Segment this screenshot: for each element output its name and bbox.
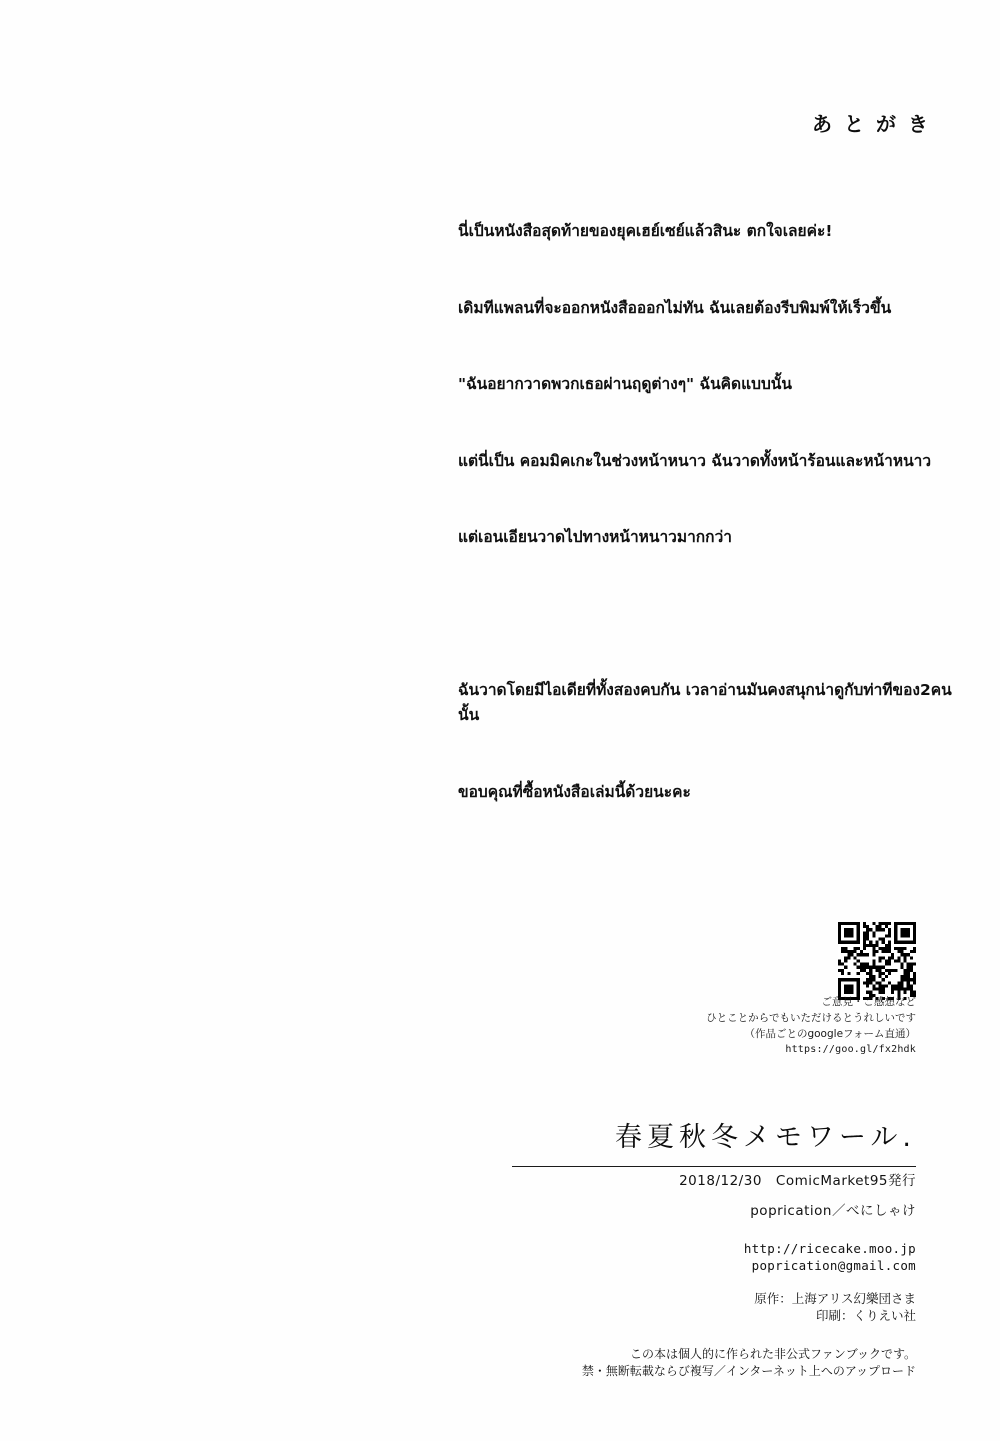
- colophon-circle-name: poprication／べにしゃけ: [750, 1203, 916, 1219]
- afterword-heading: あとがき: [812, 112, 940, 136]
- afterword-line: แต่เอนเอียนวาดไปทางหน้าหนาวมากกว่า: [458, 528, 732, 546]
- qr-caption: [480, 994, 916, 1058]
- qr-code-icon: [838, 922, 916, 1000]
- afterword-line: ฉันวาดโดยมีไอเดียที่ทั้งสองคบกัน เวลาอ่านมันคงสนุกน่าดูกับท่าทีของ2คนนั้น: [458, 680, 952, 724]
- afterword-line: "ฉันอยากวาดพวกเธอผ่านฤดูต่างๆ" ฉันคิดแบบนั้น: [458, 375, 792, 393]
- qr-caption-url[interactable]: https://goo.gl/fx2hdk: [785, 1044, 916, 1055]
- qr-code-canvas: [838, 922, 916, 1000]
- afterword-line: แต่นี่เป็น คอมมิคเกะในช่วงหน้าหนาว ฉันวาดทั้งหน้าร้อนและหน้าหนาว: [458, 451, 932, 470]
- colophon-notice: 禁・無断転載ならび複写／インターネット上へのアップロード: [581, 1364, 916, 1378]
- colophon-original-work: 原作：上海アリス幻樂団さま: [754, 1291, 916, 1306]
- colophon: [430, 1172, 916, 1380]
- paragraph-spacer: [458, 602, 958, 627]
- colophon-website[interactable]: http://ricecake.moo.jp: [743, 1241, 916, 1256]
- afterword-line: ขอบคุณที่ซื้อหนังสือเล่มนี้ด้วยนะคะ: [458, 782, 691, 801]
- qr-caption-line: ひとことからでもいただけるとうれしいです: [706, 1012, 916, 1024]
- qr-caption-line: ご意見・ご感想など: [821, 996, 916, 1008]
- colophon-title: 春夏秋冬メモワール.: [614, 1122, 916, 1153]
- colophon-divider: [512, 1166, 916, 1167]
- colophon-email[interactable]: poprication@gmail.com: [751, 1258, 916, 1273]
- colophon-printer: 印刷：くりえい社: [815, 1308, 916, 1323]
- afterword-line: นี่เป็นหนังสือสุดท้ายของยุคเฮย์เซย์แล้วสินะ ตกใจเลยค่ะ!: [458, 222, 833, 240]
- colophon-release-date: 2018/12/30 ComicMarket95発行: [679, 1173, 916, 1189]
- afterword-body: [458, 168, 958, 856]
- qr-caption-line: （作品ごとのgoogleフォーム直通）: [744, 1028, 916, 1040]
- colophon-notice: この本は個人的に作られた非公式ファンブックです。: [630, 1347, 916, 1361]
- afterword-line: เดิมทีแพลนที่จะออกหนังสือออกไม่ทัน ฉันเลยต้องรีบพิมพ์ให้เร็วขึ้น: [458, 298, 892, 317]
